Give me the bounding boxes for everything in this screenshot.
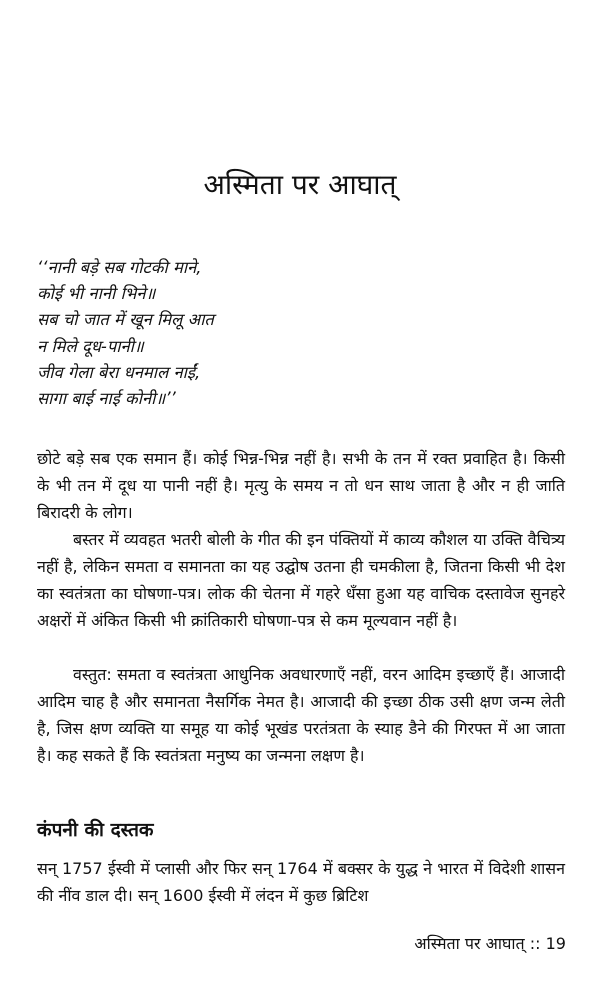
running-footer: अस्मिता पर आघात् :: 19 — [414, 934, 566, 953]
body-paragraph: वस्तुत: समता व स्वतंत्रता आधुनिक अवधारणाएँ नहीं, वरन आदिम इच्छाएँ हैं। आजादी आदिम चाह है और समानता नैसर्गिक नेमत है। आजादी की इच्छा ठीक उसी क्षण जन्म लेती है, जिस क्षण व्यक्ति या समूह या कोई भूखंड परतंत्रता के स्याह डैने की गिरफ्त में आ जाता है। कह सकते हैं कि स्वतंत्रता मनुष्य का जन्मना लक्षण है। — [37, 665, 565, 765]
poem-line: न मिले दूध-पानी॥ — [37, 336, 144, 356]
body-paragraph: छोटे बड़े सब एक समान हैं। कोई भिन्न-भिन्न नहीं है। सभी के तन में रक्त प्रवाहित है। किसी के भी तन में दूध या पानी नहीं है। मृत्यु के समय न तो धन साथ जाता है और न ही जाति बिरादरी के लोग। — [37, 449, 565, 522]
poem-line: कोई भी नानी भिने॥ — [37, 284, 156, 304]
poem-line: सागा बाई नाई कोनी॥’’ — [37, 389, 176, 409]
section-heading: कंपनी की दस्तक — [37, 819, 154, 841]
body-paragraph: सन् 1757 ईस्वी में प्लासी और फिर सन् 1764 में बक्सर के युद्ध ने भारत में विदेशी शासन की नींव डाल दी। सन् 1600 ईस्वी में लंदन में कुछ ब्रिटिश — [37, 859, 565, 905]
poem-line: सब चो जात में खून मिलू आत — [37, 310, 214, 330]
folk-song-quote — [37, 255, 557, 412]
poem-line: जीव गेला बेरा धनमाल नाईं, — [37, 362, 201, 382]
poem-line: ‘‘नानी बड़े सब गोटकी माने, — [37, 258, 202, 277]
body-paragraph: बस्तर में व्यवहत भतरी बोली के गीत की इन पंक्तियों में काव्य कौशल या उक्ति वैचित्र्य नहीं है, लेकिन समता व समानता का यह उद्घोष उतना ही चमकीला है, जितना किसी भी देश का स्वतंत्रता का घोषणा-पत्र। लोक की चेतना में गहरे धँसा हुआ यह वाचिक दस्तावेज सुनहरे अक्षरों में अंकित किसी भी क्रांतिकारी घोषणा-पत्र से कम मूल्यवान नहीं है। — [37, 530, 565, 630]
chapter-title: अस्मिता पर आघात् — [203, 168, 397, 201]
